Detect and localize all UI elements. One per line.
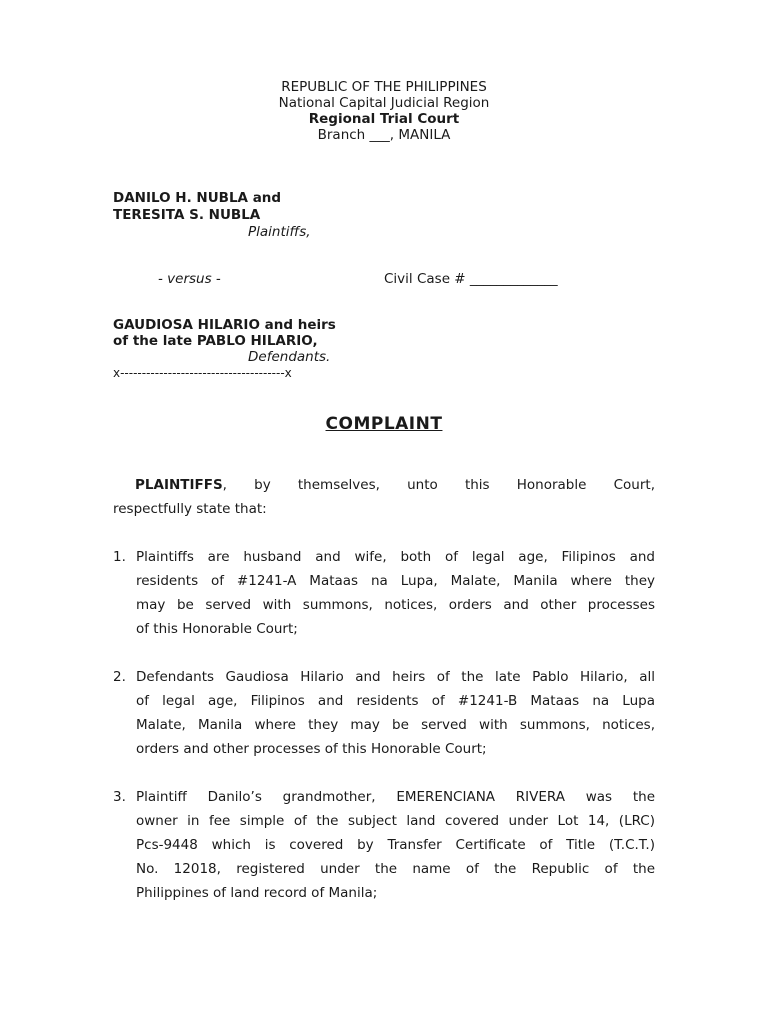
- item-3-number: 3.: [113, 789, 126, 805]
- item-1-line: residents of #1241-A Mataas na Lupa, Malate, Manila where they: [136, 573, 655, 589]
- item-1-line: of this Honorable Court;: [136, 621, 298, 637]
- item-1-line: Plaintiffs are husband and wife, both of legal age, Filipinos and: [136, 549, 655, 565]
- item-2-line: orders and other processes of this Honorable Court;: [136, 741, 487, 757]
- item-1-paragraph: [136, 545, 655, 641]
- intro-line-2: respectfully state that:: [113, 501, 267, 517]
- civil-case-number: Civil Case # _____________: [384, 271, 558, 287]
- item-3-line: No. 12018, registered under the name of the Republic of the: [136, 861, 655, 877]
- plaintiff-name-1: DANILO H. NUBLA and: [113, 190, 282, 206]
- item-1-number: 1.: [113, 549, 126, 565]
- item-2-line: of legal age, Filipinos and residents of #1241-B Mataas na Lupa: [136, 693, 655, 709]
- plaintiff-name-2: TERESITA S. NUBLA: [113, 207, 261, 223]
- item-2-line: Malate, Manila where they may be served with summons, notices,: [136, 717, 655, 733]
- court-header-region: National Capital Judicial Region: [278, 95, 490, 111]
- intro-paragraph: [113, 473, 655, 521]
- item-3-line: Philippines of land record of Manila;: [136, 885, 378, 901]
- item-3-line: Pcs-9448 which is covered by Transfer Certificate of Title (T.C.T.): [136, 837, 655, 853]
- item-3-line: Plaintiff Danilo’s grandmother, EMERENCIANA RIVERA was the: [136, 789, 655, 805]
- intro-line-1: [113, 473, 655, 497]
- defendants-role: Defendants.: [248, 349, 331, 365]
- defendant-name-1: GAUDIOSA HILARIO and heirs: [113, 317, 336, 333]
- item-2-number: 2.: [113, 669, 126, 685]
- court-header-branch: Branch ___, MANILA: [317, 127, 451, 143]
- court-header-republic: REPUBLIC OF THE PHILIPPINES: [281, 79, 487, 95]
- plaintiffs-role: Plaintiffs,: [248, 224, 311, 240]
- versus-label: - versus -: [158, 271, 221, 287]
- item-3-line: owner in fee simple of the subject land covered under Lot 14, (LRC): [136, 813, 655, 829]
- defendant-name-2: of the late PABLO HILARIO,: [113, 333, 318, 349]
- item-2-paragraph: [136, 665, 655, 761]
- item-2-line: Defendants Gaudiosa Hilario and heirs of the late Pablo Hilario, all: [136, 669, 655, 685]
- document-title: COMPLAINT: [325, 414, 443, 434]
- intro-line-1-text: , by themselves, unto this Honorable Court,: [222, 477, 655, 493]
- caption-separator: x--------------------------------------x: [113, 366, 292, 380]
- court-header-court: Regional Trial Court: [308, 111, 460, 127]
- intro-bold: PLAINTIFFS: [135, 477, 223, 493]
- item-1-line: may be served with summons, notices, orders and other processes: [136, 597, 655, 613]
- item-3-paragraph: [136, 785, 655, 905]
